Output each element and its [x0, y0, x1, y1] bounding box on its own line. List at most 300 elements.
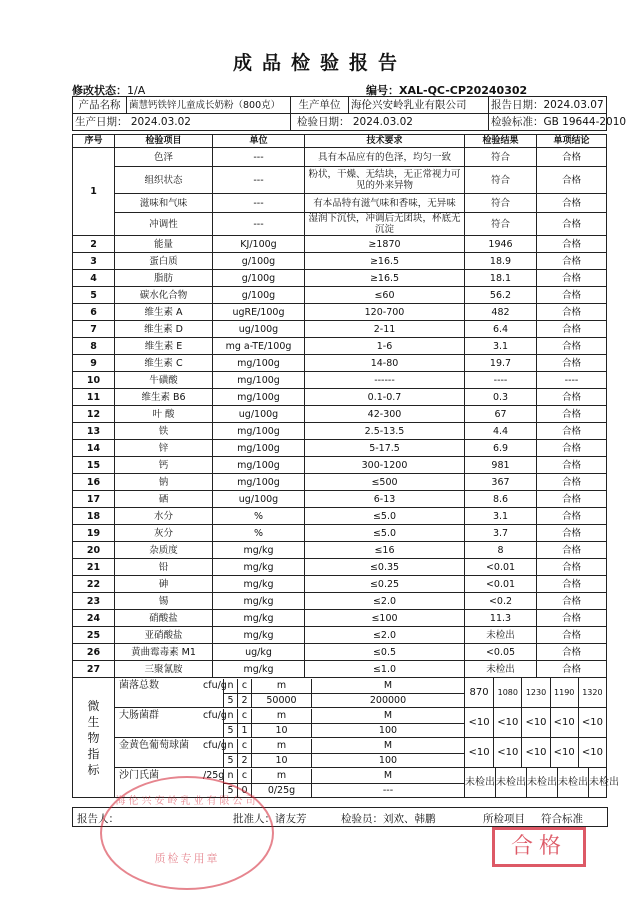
row-number: 11 — [73, 389, 115, 406]
table-row — [73, 457, 607, 474]
micro-m-header: m — [251, 739, 311, 753]
micro-sample-result: 870 — [469, 687, 489, 698]
inspection-date-label: 检验日期： — [297, 115, 350, 128]
col-header-conclusion: 单项结论 — [537, 135, 607, 148]
item-requirement: ≤16 — [305, 542, 465, 559]
micro-n-header: n — [223, 679, 237, 693]
row-number: 13 — [73, 423, 115, 440]
standard-label: 检验标准： — [491, 115, 544, 128]
table-row — [73, 542, 607, 559]
item-result: 8 — [465, 542, 537, 559]
item-result: ---- — [465, 372, 537, 389]
micro-M-value: 200000 — [311, 693, 464, 707]
table-row — [73, 372, 607, 389]
item-conclusion: 合格 — [537, 406, 607, 423]
item-name: 杂质度 — [115, 542, 213, 559]
micro-item-name: 沙门氏菌 — [119, 769, 159, 781]
item-unit: % — [213, 525, 305, 542]
micro-M-value: 100 — [311, 723, 464, 737]
item-result: 19.7 — [465, 355, 537, 372]
item-requirement: ≤500 — [305, 474, 465, 491]
micro-sample-result: <10 — [468, 747, 490, 758]
item-requirement: 湿润下沉快，冲调后无团块，杯底无沉淀 — [305, 213, 465, 236]
micro-c-value: 2 — [237, 753, 251, 767]
micro-n-header: n — [223, 769, 237, 783]
item-name: 硝酸盐 — [115, 610, 213, 627]
row-number: 8 — [73, 338, 115, 355]
item-conclusion: 合格 — [537, 148, 607, 167]
micro-unit: cfu/g — [203, 739, 227, 751]
inspection-date-value: 2024.03.02 — [352, 115, 413, 128]
table-row — [73, 338, 607, 355]
col-header-requirement: 技术要求 — [305, 135, 465, 148]
micro-sample-result: <10 — [493, 708, 521, 737]
micro-m-header: m — [251, 709, 311, 723]
item-requirement: ------ — [305, 372, 465, 389]
item-unit: --- — [213, 194, 305, 213]
micro-spec — [115, 678, 465, 708]
item-name: 色泽 — [115, 148, 213, 167]
item-result: 8.6 — [465, 491, 537, 508]
micro-sample-result: <10 — [578, 738, 606, 767]
micro-M-header: M — [311, 739, 464, 753]
item-name: 能量 — [115, 236, 213, 253]
micro-sample-result: 未检出 — [526, 768, 557, 797]
item-requirement: ≤5.0 — [305, 508, 465, 525]
row-number: 4 — [73, 270, 115, 287]
item-requirement: ≤0.5 — [305, 644, 465, 661]
item-result: <0.05 — [465, 644, 537, 661]
item-requirement: 5-17.5 — [305, 440, 465, 457]
item-conclusion: 合格 — [537, 194, 607, 213]
table-row — [73, 559, 607, 576]
micro-sample-result: <10 — [493, 738, 521, 767]
item-unit: ug/100g — [213, 491, 305, 508]
item-requirement: ≤1.0 — [305, 661, 465, 678]
item-name: 维生素 E — [115, 338, 213, 355]
micro-n-value: 5 — [223, 723, 237, 737]
item-result: 6.9 — [465, 440, 537, 457]
report-date-label: 报告日期： — [491, 98, 544, 111]
row-number: 25 — [73, 627, 115, 644]
micro-c-header: c — [237, 769, 251, 783]
micro-M-header: M — [311, 709, 464, 723]
item-unit: g/100g — [213, 270, 305, 287]
micro-sample-result: 未检出 — [465, 777, 495, 788]
micro-c-value: 1 — [237, 723, 251, 737]
producer-value: 海伦兴安岭乳业有限公司 — [349, 97, 489, 114]
micro-m-value: 50000 — [251, 693, 311, 707]
item-name: 黄曲霉毒素 M1 — [115, 644, 213, 661]
micro-results — [465, 738, 607, 768]
item-conclusion: 合格 — [537, 389, 607, 406]
item-unit: ug/kg — [213, 644, 305, 661]
item-result: <0.2 — [465, 593, 537, 610]
production-date — [73, 114, 291, 131]
item-requirement: ≤2.0 — [305, 627, 465, 644]
item-conclusion: 合格 — [537, 440, 607, 457]
code-value: XAL-QC-CP20240302 — [399, 84, 528, 97]
item-name: 铅 — [115, 559, 213, 576]
item-name: 维生素 D — [115, 321, 213, 338]
item-unit: mg/100g — [213, 355, 305, 372]
micro-sample-result: 未检出 — [588, 768, 619, 797]
item-conclusion: 合格 — [537, 270, 607, 287]
item-requirement: 有本品特有滋气味和香味，无异味 — [305, 194, 465, 213]
item-requirement: ≤5.0 — [305, 525, 465, 542]
table-row — [73, 194, 607, 213]
micro-n-value: 5 — [223, 753, 237, 767]
micro-sample-result: <10 — [521, 708, 549, 737]
item-conclusion: 合格 — [537, 338, 607, 355]
standard-value: GB 19644-2010 — [543, 115, 627, 128]
item-requirement: ≤0.35 — [305, 559, 465, 576]
micro-c-header: c — [237, 679, 251, 693]
standard — [489, 114, 627, 131]
item-conclusion: 合格 — [537, 610, 607, 627]
item-name: 维生素 A — [115, 304, 213, 321]
item-result: 未检出 — [465, 661, 537, 678]
item-conclusion: 合格 — [537, 593, 607, 610]
item-unit: --- — [213, 213, 305, 236]
item-conclusion: 合格 — [537, 491, 607, 508]
table-row — [73, 491, 607, 508]
item-result: 18.9 — [465, 253, 537, 270]
item-result: 4.4 — [465, 423, 537, 440]
item-name: 锡 — [115, 593, 213, 610]
item-conclusion: 合格 — [537, 457, 607, 474]
inspection-table — [72, 134, 619, 798]
pass-stamp: 合格 — [492, 827, 586, 867]
row-number: 24 — [73, 610, 115, 627]
row-number: 14 — [73, 440, 115, 457]
item-conclusion: 合格 — [537, 213, 607, 236]
row-number: 5 — [73, 287, 115, 304]
item-unit: mg/100g — [213, 474, 305, 491]
micro-item-name: 大肠菌群 — [119, 709, 159, 721]
item-result: 367 — [465, 474, 537, 491]
item-name: 碳水化合物 — [115, 287, 213, 304]
report-date — [489, 97, 607, 114]
item-result: 56.2 — [465, 287, 537, 304]
micro-c-header: c — [237, 709, 251, 723]
item-name: 灰分 — [115, 525, 213, 542]
micro-unit: /25g — [203, 769, 225, 781]
row-number: 21 — [73, 559, 115, 576]
col-header-result: 检验结果 — [465, 135, 537, 148]
item-requirement: ≥1870 — [305, 236, 465, 253]
page-title: 成品检验报告 — [232, 52, 407, 74]
item-requirement: 0.1-0.7 — [305, 389, 465, 406]
item-requirement: ≥16.5 — [305, 253, 465, 270]
code-label: 编号： — [366, 84, 399, 97]
item-unit: g/100g — [213, 287, 305, 304]
item-result: 符合 — [465, 148, 537, 167]
row-number: 1 — [73, 148, 115, 236]
item-unit: --- — [213, 167, 305, 194]
item-requirement: 具有本品应有的色泽，均匀一致 — [305, 148, 465, 167]
item-name: 冲调性 — [115, 213, 213, 236]
micro-sample-result: 1080 — [493, 678, 521, 707]
production-date-label: 生产日期： — [75, 115, 128, 128]
table-row — [73, 423, 607, 440]
table-row — [73, 593, 607, 610]
table-row — [73, 167, 607, 194]
col-header-item: 检验项目 — [115, 135, 213, 148]
micro-m-header: m — [251, 679, 311, 693]
micro-m-value: 10 — [251, 723, 311, 737]
item-conclusion: 合格 — [537, 559, 607, 576]
item-name: 硒 — [115, 491, 213, 508]
micro-m-value: 10 — [251, 753, 311, 767]
reporter: 报告人： — [77, 813, 119, 825]
micro-n-value: 5 — [223, 783, 237, 797]
table-row — [73, 508, 607, 525]
row-number: 18 — [73, 508, 115, 525]
item-result: 3.1 — [465, 508, 537, 525]
row-number: 23 — [73, 593, 115, 610]
table-row — [73, 304, 607, 321]
table-row — [73, 253, 607, 270]
item-conclusion: 合格 — [537, 236, 607, 253]
micro-c-header: c — [237, 739, 251, 753]
inspection-date — [291, 114, 489, 131]
row-number: 7 — [73, 321, 115, 338]
item-conclusion: 合格 — [537, 576, 607, 593]
item-requirement: ≤100 — [305, 610, 465, 627]
micro-spec — [115, 708, 465, 738]
item-unit: mg a-TE/100g — [213, 338, 305, 355]
item-conclusion: 合格 — [537, 321, 607, 338]
item-result: <0.01 — [465, 576, 537, 593]
item-requirement: 120-700 — [305, 304, 465, 321]
table-row — [73, 321, 607, 338]
micro-results — [465, 768, 619, 798]
item-name: 蛋白质 — [115, 253, 213, 270]
row-number: 19 — [73, 525, 115, 542]
header-table — [72, 96, 627, 131]
item-result: 0.3 — [465, 389, 537, 406]
item-requirement: 2-11 — [305, 321, 465, 338]
item-requirement: 14-80 — [305, 355, 465, 372]
micro-section-label: 微生物指标 — [73, 678, 115, 798]
micro-item-name: 金黄色葡萄球菌 — [119, 739, 189, 751]
item-conclusion: 合格 — [537, 355, 607, 372]
item-unit: mg/kg — [213, 593, 305, 610]
item-unit: % — [213, 508, 305, 525]
item-conclusion: 合格 — [537, 167, 607, 194]
item-result: 符合 — [465, 194, 537, 213]
item-name: 水分 — [115, 508, 213, 525]
item-result: 11.3 — [465, 610, 537, 627]
item-conclusion: 合格 — [537, 287, 607, 304]
micro-m-header: m — [251, 769, 311, 783]
table-row — [73, 610, 607, 627]
micro-results — [465, 708, 607, 738]
micro-sample-result: <10 — [468, 717, 490, 728]
item-name: 亚硝酸盐 — [115, 627, 213, 644]
micro-item-name: 菌落总数 — [119, 679, 159, 691]
item-name: 砷 — [115, 576, 213, 593]
item-requirement: 2.5-13.5 — [305, 423, 465, 440]
row-number: 6 — [73, 304, 115, 321]
item-unit: mg/100g — [213, 440, 305, 457]
item-name: 锌 — [115, 440, 213, 457]
quality-seal-stamp — [100, 776, 274, 890]
row-number: 27 — [73, 661, 115, 678]
micro-sample-result: 1320 — [578, 678, 606, 707]
item-unit: g/100g — [213, 253, 305, 270]
item-unit: mg/kg — [213, 627, 305, 644]
item-unit: mg/100g — [213, 389, 305, 406]
item-unit: mg/100g — [213, 457, 305, 474]
table-row — [73, 644, 607, 661]
item-unit: ugRE/100g — [213, 304, 305, 321]
micro-c-value: 0 — [237, 783, 251, 797]
revision-value: 1/A — [127, 84, 146, 97]
item-result: 符合 — [465, 167, 537, 194]
micro-unit: cfu/g — [203, 679, 227, 691]
micro-sample-result: <10 — [521, 738, 549, 767]
row-number: 16 — [73, 474, 115, 491]
item-name: 维生素 C — [115, 355, 213, 372]
item-result: 符合 — [465, 213, 537, 236]
item-name: 牛磺酸 — [115, 372, 213, 389]
row-number: 20 — [73, 542, 115, 559]
table-row — [73, 627, 607, 644]
approver: 批准人：诸友芳 — [233, 813, 307, 825]
row-number: 26 — [73, 644, 115, 661]
item-conclusion: 合格 — [537, 644, 607, 661]
micro-sample-result: <10 — [578, 708, 606, 737]
row-number: 22 — [73, 576, 115, 593]
item-result: 482 — [465, 304, 537, 321]
micro-M-header: M — [311, 769, 464, 783]
item-result: <0.01 — [465, 559, 537, 576]
item-result: 3.7 — [465, 525, 537, 542]
row-number: 9 — [73, 355, 115, 372]
item-name: 组织状态 — [115, 167, 213, 194]
item-result: 6.4 — [465, 321, 537, 338]
row-number: 12 — [73, 406, 115, 423]
micro-sample-result: 1230 — [521, 678, 549, 707]
item-unit: mg/100g — [213, 423, 305, 440]
micro-n-header: n — [223, 709, 237, 723]
item-unit: mg/kg — [213, 610, 305, 627]
item-unit: mg/100g — [213, 372, 305, 389]
item-conclusion: 合格 — [537, 661, 607, 678]
item-name: 钠 — [115, 474, 213, 491]
item-requirement: ≤0.25 — [305, 576, 465, 593]
table-row — [73, 661, 607, 678]
row-number: 17 — [73, 491, 115, 508]
item-unit: ug/100g — [213, 406, 305, 423]
item-unit: mg/kg — [213, 559, 305, 576]
inspector: 检验员：刘欢、韩鹏 — [341, 813, 436, 825]
micro-c-value: 2 — [237, 693, 251, 707]
item-unit: mg/kg — [213, 661, 305, 678]
item-conclusion: 合格 — [537, 304, 607, 321]
micro-sample-result: 未检出 — [557, 768, 588, 797]
item-requirement: ≤2.0 — [305, 593, 465, 610]
micro-M-value: 100 — [311, 753, 464, 767]
item-name: 滋味和气味 — [115, 194, 213, 213]
micro-sample-result: 未检出 — [495, 768, 526, 797]
item-conclusion: 合格 — [537, 508, 607, 525]
micro-M-value: --- — [311, 783, 464, 797]
table-row — [73, 389, 607, 406]
table-row — [73, 270, 607, 287]
product-name-value: 菌慧钙铁锌儿童成长奶粉（800克） — [127, 97, 291, 114]
item-requirement: 300-1200 — [305, 457, 465, 474]
item-conclusion: 合格 — [537, 474, 607, 491]
row-number: 2 — [73, 236, 115, 253]
item-result: 3.1 — [465, 338, 537, 355]
row-number: 10 — [73, 372, 115, 389]
item-requirement: 粉状，干燥、无结块，无正常视力可见的外来异物 — [305, 167, 465, 194]
seal-center-text: 质检专用章 — [154, 852, 220, 865]
table-row — [73, 213, 607, 236]
item-requirement: 6-13 — [305, 491, 465, 508]
table-row — [73, 525, 607, 542]
micro-M-header: M — [311, 679, 464, 693]
item-requirement: 1-6 — [305, 338, 465, 355]
item-conclusion: 合格 — [537, 627, 607, 644]
item-requirement: 42-300 — [305, 406, 465, 423]
micro-n-value: 5 — [223, 693, 237, 707]
item-unit: mg/kg — [213, 542, 305, 559]
seal-ring-text: 海伦兴安岭乳业有限公司 — [115, 796, 259, 807]
item-requirement: ≥16.5 — [305, 270, 465, 287]
item-name: 三聚氰胺 — [115, 661, 213, 678]
table-row — [73, 236, 607, 253]
micro-sample-result: 1190 — [550, 678, 578, 707]
result-value: 符合标准 — [541, 813, 583, 825]
item-name: 维生素 B6 — [115, 389, 213, 406]
table-row — [73, 474, 607, 491]
table-row — [73, 148, 607, 167]
product-name-label: 产品名称 — [73, 97, 127, 114]
item-name: 铁 — [115, 423, 213, 440]
item-result: 981 — [465, 457, 537, 474]
table-row — [73, 355, 607, 372]
item-conclusion: 合格 — [537, 525, 607, 542]
item-unit: mg/kg — [213, 576, 305, 593]
micro-n-header: n — [223, 739, 237, 753]
table-row — [73, 406, 607, 423]
table-row — [73, 576, 607, 593]
item-unit: ug/100g — [213, 321, 305, 338]
micro-unit: cfu/g — [203, 709, 227, 721]
micro-results — [465, 678, 607, 708]
table-row — [73, 440, 607, 457]
col-header-unit: 单位 — [213, 135, 305, 148]
item-name: 钙 — [115, 457, 213, 474]
revision-label: 修改状态： — [72, 84, 127, 97]
item-conclusion: 合格 — [537, 542, 607, 559]
report-date-value: 2024.03.07 — [543, 98, 604, 111]
item-unit: KJ/100g — [213, 236, 305, 253]
item-name: 脂肪 — [115, 270, 213, 287]
item-unit: --- — [213, 148, 305, 167]
result-label: 所检项目 — [483, 813, 525, 825]
item-conclusion: ---- — [537, 372, 607, 389]
production-date-value: 2024.03.02 — [130, 115, 191, 128]
item-name: 叶 酸 — [115, 406, 213, 423]
item-requirement: ≤60 — [305, 287, 465, 304]
item-result: 18.1 — [465, 270, 537, 287]
item-conclusion: 合格 — [537, 253, 607, 270]
